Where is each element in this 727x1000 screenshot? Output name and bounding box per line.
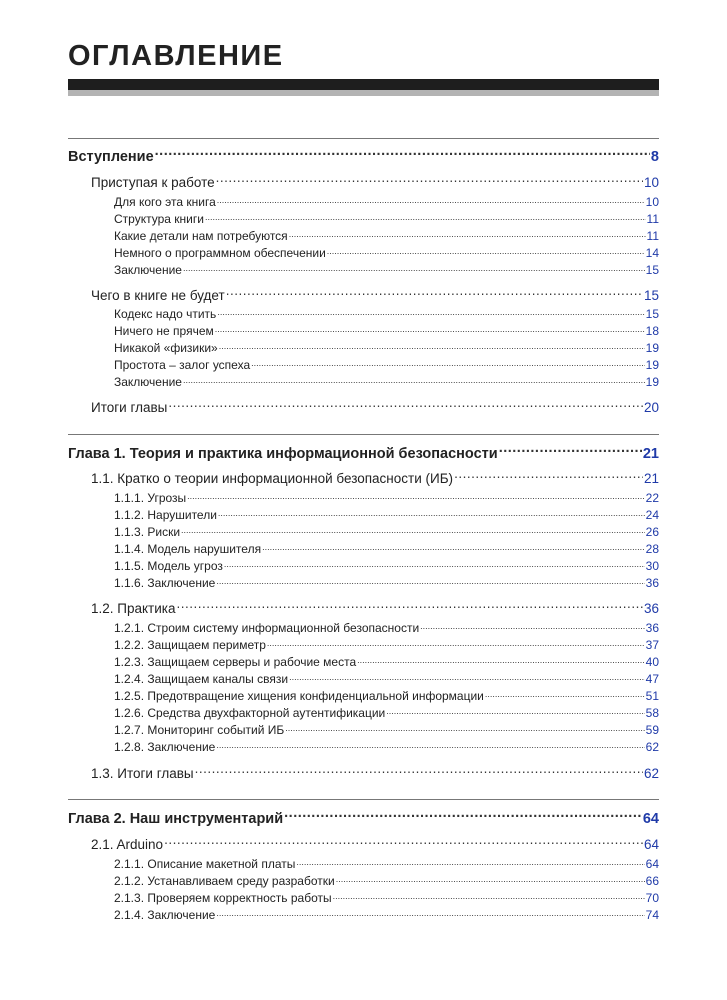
toc-page-number[interactable]: 36 — [645, 621, 659, 635]
title-rule — [68, 79, 659, 90]
toc-entry-title: Кодекс надо чтить — [114, 307, 217, 321]
toc-entry-title: 1.2.3. Защищаем серверы и рабочие места — [114, 655, 357, 669]
toc-subsection-entry[interactable] — [68, 688, 659, 704]
toc-subsection-entry[interactable] — [68, 262, 659, 278]
toc-page-number[interactable]: 19 — [645, 375, 659, 389]
toc-subsection-entry[interactable] — [68, 558, 659, 574]
toc-page-number[interactable]: 70 — [645, 891, 659, 905]
dot-leader — [267, 637, 645, 649]
toc-subsection-entry[interactable] — [68, 705, 659, 721]
section-divider — [68, 799, 659, 800]
dot-leader — [216, 575, 644, 587]
toc-subsection-entry[interactable] — [68, 524, 659, 540]
dot-leader — [454, 469, 643, 483]
dot-leader — [485, 688, 645, 700]
toc-subsection-entry[interactable] — [68, 541, 659, 557]
toc-subsection-entry[interactable] — [68, 575, 659, 591]
toc-entry-title: 1.2.5. Предотвращение хищения конфиденциальной информации — [114, 689, 484, 703]
dot-leader — [285, 722, 644, 734]
toc-section-entry[interactable] — [68, 835, 659, 853]
dot-leader — [327, 245, 645, 257]
dot-leader — [205, 211, 646, 223]
dot-leader — [155, 146, 650, 161]
toc-subsection-entry[interactable] — [68, 306, 659, 322]
toc-entry-title: Никакой «физики» — [114, 341, 218, 355]
toc-page-number[interactable]: 14 — [645, 246, 659, 260]
dot-leader — [289, 228, 646, 240]
dot-leader — [183, 262, 645, 274]
section-divider — [68, 434, 659, 435]
toc-entry-title: Простота – залог успеха — [114, 358, 251, 372]
toc-subsection-entry[interactable] — [68, 357, 659, 373]
toc-entry-title: 1.1.1. Угрозы — [114, 491, 187, 505]
toc-entry-title: 1.2. Практика — [91, 600, 176, 616]
toc-page-number[interactable]: 11 — [646, 212, 659, 226]
toc-page-number[interactable]: 11 — [646, 229, 659, 243]
toc-page-number[interactable]: 36 — [645, 576, 659, 590]
toc-entry-title: Итоги главы — [91, 399, 168, 415]
toc-section-entry[interactable] — [68, 173, 659, 191]
dot-leader — [217, 194, 645, 206]
toc-page-number[interactable]: 64 — [642, 810, 659, 827]
dot-leader — [217, 306, 644, 318]
toc-subsection-entry[interactable] — [68, 228, 659, 244]
toc-entry-title: 1.2.6. Средства двухфакторной аутентификации — [114, 706, 386, 720]
toc-entry-title: 2.1.4. Заключение — [114, 908, 216, 922]
toc-entry-title: Вступление — [68, 148, 154, 165]
toc-entry-title: Для кого эта книга — [114, 195, 216, 209]
dot-leader — [499, 443, 642, 458]
toc-entry-title: 1.1.4. Модель нарушителя — [114, 542, 262, 556]
toc-page-number[interactable]: 19 — [645, 341, 659, 355]
toc-entry-title: Заключение — [114, 263, 182, 277]
toc-subsection-entry[interactable] — [68, 739, 659, 755]
toc-page-number[interactable]: 58 — [645, 706, 659, 720]
dot-leader — [296, 856, 644, 868]
toc-entry-title: Немного о программном обеспечении — [114, 246, 326, 260]
toc-entry-title: Чего в книге не будет — [91, 287, 225, 303]
toc-page-number[interactable]: 30 — [645, 559, 659, 573]
toc-page-number[interactable]: 20 — [643, 399, 659, 415]
dot-leader — [289, 671, 645, 683]
toc-subsection-entry[interactable] — [68, 490, 659, 506]
toc-page-number[interactable]: 26 — [645, 525, 659, 539]
dot-leader — [251, 357, 645, 369]
dot-leader — [226, 286, 643, 300]
dot-leader — [333, 890, 645, 902]
toc-chapter-entry[interactable] — [68, 146, 659, 166]
dot-leader — [262, 541, 645, 553]
toc-entry-title: 1.3. Итоги главы — [91, 765, 194, 781]
toc-entry-title: Какие детали нам потребуются — [114, 229, 288, 243]
dot-leader — [224, 558, 645, 570]
toc-page-number[interactable]: 24 — [645, 508, 659, 522]
toc-section-entry[interactable] — [68, 599, 659, 617]
toc-entry-title: 1.1.3. Риски — [114, 525, 181, 539]
toc-subsection-entry[interactable] — [68, 620, 659, 636]
toc-subsection-entry[interactable] — [68, 722, 659, 738]
toc-entry-title: Глава 2. Наш инструментарий — [68, 810, 284, 827]
toc-entry-title: Заключение — [114, 375, 182, 389]
toc-entry-title: 1.1. Кратко о теории информационной безопасности (ИБ) — [91, 470, 454, 486]
toc-page-number[interactable]: 15 — [645, 263, 659, 277]
dot-leader — [216, 907, 644, 919]
toc-entry-title: 2.1.3. Проверяем корректность работы — [114, 891, 332, 905]
toc-page-number[interactable]: 64 — [645, 857, 659, 871]
toc-page-number[interactable]: 15 — [645, 307, 659, 321]
toc-chapter-entry[interactable] — [68, 808, 659, 828]
toc-page-number[interactable]: 8 — [650, 148, 659, 165]
toc-page-number[interactable]: 51 — [645, 689, 659, 703]
toc-subsection-entry[interactable] — [68, 907, 659, 923]
toc-entry-title: 1.1.5. Модель угроз — [114, 559, 223, 573]
toc-entry-title: Приступая к работе — [91, 174, 215, 190]
toc-subsection-entry[interactable] — [68, 654, 659, 670]
page-title: ОГЛАВЛЕНИЕ — [68, 40, 284, 72]
toc-subsection-entry[interactable] — [68, 671, 659, 687]
dot-leader — [284, 808, 642, 823]
dot-leader — [164, 835, 643, 849]
toc-entry-title: 1.2.4. Защищаем каналы связи — [114, 672, 289, 686]
toc-page-number[interactable]: 10 — [645, 195, 659, 209]
toc-page-number[interactable]: 15 — [643, 287, 659, 303]
toc-section-entry[interactable] — [68, 398, 659, 416]
dot-leader — [420, 620, 644, 632]
toc-page-number[interactable]: 47 — [645, 672, 659, 686]
toc-subsection-entry[interactable] — [68, 374, 659, 390]
toc-entry-title: 2.1.2. Устанавливаем среду разработки — [114, 874, 335, 888]
toc-page-number[interactable]: 62 — [645, 740, 659, 754]
toc-section-entry[interactable] — [68, 286, 659, 304]
toc-subsection-entry[interactable] — [68, 340, 659, 356]
toc-subsection-entry[interactable] — [68, 873, 659, 889]
toc-entry-title: 1.2.8. Заключение — [114, 740, 216, 754]
toc-page-number[interactable]: 28 — [645, 542, 659, 556]
toc-entry-title: Структура книги — [114, 212, 204, 226]
toc-page-number[interactable]: 74 — [645, 908, 659, 922]
toc-section-entry[interactable] — [68, 469, 659, 487]
toc-page-number[interactable]: 36 — [643, 600, 659, 616]
dot-leader — [187, 490, 644, 502]
toc-subsection-entry[interactable] — [68, 323, 659, 339]
toc-subsection-entry[interactable] — [68, 637, 659, 653]
toc-chapter-entry[interactable] — [68, 443, 659, 463]
dot-leader — [216, 173, 643, 187]
toc-entry-title: 1.2.1. Строим систему информационной безопасности — [114, 621, 420, 635]
toc-section-entry[interactable] — [68, 764, 659, 782]
dot-leader — [181, 524, 645, 536]
toc-entry-title: 1.2.7. Мониторинг событий ИБ — [114, 723, 285, 737]
toc-subsection-entry[interactable] — [68, 507, 659, 523]
toc-page-number[interactable]: 10 — [643, 174, 659, 190]
dot-leader — [218, 507, 645, 519]
toc-subsection-entry[interactable] — [68, 890, 659, 906]
title-rule-shadow — [68, 90, 659, 96]
dot-leader — [216, 739, 644, 751]
toc-page-number[interactable]: 21 — [642, 445, 659, 462]
toc-page-number[interactable]: 40 — [645, 655, 659, 669]
toc-entry-title: Глава 1. Теория и практика информационной безопасности — [68, 445, 498, 462]
toc-entry-title: Ничего не прячем — [114, 324, 214, 338]
toc-page-number[interactable]: 59 — [645, 723, 659, 737]
toc-entry-title: 1.1.6. Заключение — [114, 576, 216, 590]
toc-subsection-entry[interactable] — [68, 211, 659, 227]
toc-page-number[interactable]: 21 — [643, 470, 659, 486]
dot-leader — [336, 873, 645, 885]
toc-page-number[interactable]: 18 — [645, 324, 659, 338]
dot-leader — [168, 398, 643, 412]
dot-leader — [195, 764, 643, 778]
toc-page-number[interactable]: 62 — [643, 765, 659, 781]
dot-leader — [357, 654, 644, 666]
dot-leader — [183, 374, 645, 386]
dot-leader — [215, 323, 645, 335]
toc-subsection-entry[interactable] — [68, 245, 659, 261]
toc-page-number[interactable]: 37 — [645, 638, 659, 652]
toc-entry-title: 2.1. Arduino — [91, 836, 164, 852]
toc-page-number[interactable]: 19 — [645, 358, 659, 372]
toc-subsection-entry[interactable] — [68, 856, 659, 872]
toc-page-number[interactable]: 22 — [645, 491, 659, 505]
toc-subsection-entry[interactable] — [68, 194, 659, 210]
dot-leader — [176, 599, 642, 613]
section-divider — [68, 138, 659, 139]
dot-leader — [386, 705, 644, 717]
toc-entry-title: 2.1.1. Описание макетной платы — [114, 857, 296, 871]
toc-page-number[interactable]: 64 — [643, 836, 659, 852]
toc-entry-title: 1.2.2. Защищаем периметр — [114, 638, 266, 652]
toc-page-number[interactable]: 66 — [645, 874, 659, 888]
dot-leader — [219, 340, 645, 352]
toc-entry-title: 1.1.2. Нарушители — [114, 508, 217, 522]
